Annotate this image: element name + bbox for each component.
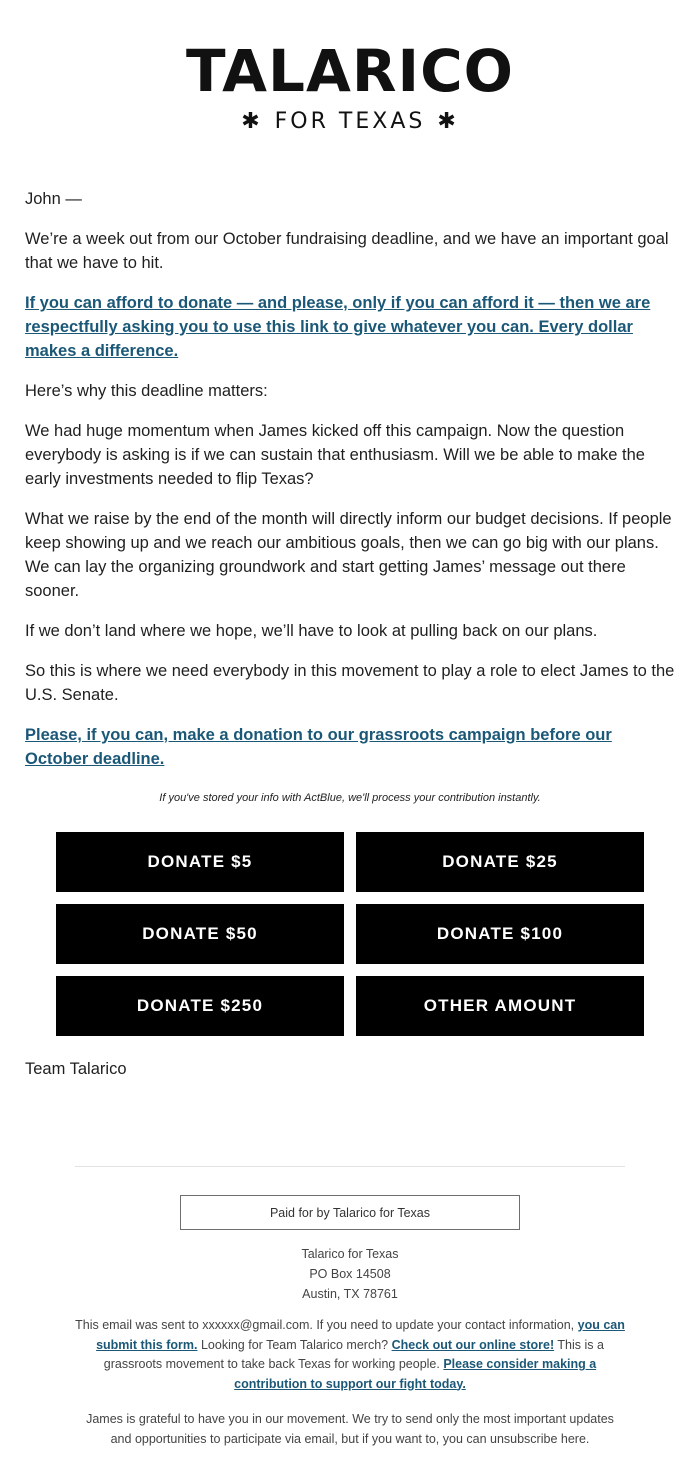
footer-text: Looking for Team Talarico merch? xyxy=(200,1337,389,1352)
donate-25-button[interactable]: DONATE $25 xyxy=(356,832,644,892)
divider xyxy=(75,1166,625,1167)
star-icon: ✱ xyxy=(241,109,263,134)
email-body xyxy=(25,187,675,787)
donate-50-button[interactable]: DONATE $50 xyxy=(56,904,344,964)
contribute-link[interactable]: Please consider making a contribution to support our fight today. xyxy=(234,1357,597,1391)
donate-link[interactable]: If you can afford to donate — and please, only if you can afford it — then we are respectfully asking you to use this link to give whatever you can. Every dollar makes a difference. xyxy=(25,294,651,360)
paragraph: If we don’t land where we hope, we’ll have to look at pulling back on our plans. xyxy=(25,622,598,640)
donate-link[interactable]: Please, if you can, make a donation to our grassroots campaign before our October deadline. xyxy=(25,726,612,768)
paragraph: We’re a week out from our October fundraising deadline, and we have an important goal that we have to hit. xyxy=(25,230,669,272)
actblue-note: If you've stored your info with ActBlue, we'll process your contribution instantly. xyxy=(159,792,541,804)
logo-title: TALARICO xyxy=(186,37,514,105)
donate-250-button[interactable]: DONATE $250 xyxy=(56,976,344,1036)
donate-5-button[interactable]: DONATE $5 xyxy=(56,832,344,892)
footer-text: This is a grassroots movement to take back Texas for working people. xyxy=(103,1337,604,1371)
mailing-address xyxy=(0,1244,700,1304)
star-icon: ✱ xyxy=(437,109,459,134)
footer-closing: James is grateful to have you in our movement. We try to send only the most important updates and opportunities to participate via email, but if you want to, you can unsubscribe here. xyxy=(86,1412,614,1446)
signoff: Team Talarico xyxy=(25,1060,127,1078)
donate-100-button[interactable]: DONATE $100 xyxy=(356,904,644,964)
donate-other-amount-button[interactable]: OTHER AMOUNT xyxy=(356,976,644,1036)
footer-info xyxy=(75,1316,625,1394)
address-line: Talarico for Texas xyxy=(301,1247,399,1261)
paragraph: What we raise by the end of the month will directly inform our budget decisions. If people keep showing up and we reach our ambitious goals, then we can go big with our plans. We can lay the organizing groundwork and start getting James’ message out there sooner. xyxy=(25,510,672,600)
address-line: PO Box 14508 xyxy=(309,1267,391,1281)
online-store-link[interactable]: Check out our online store! xyxy=(391,1337,555,1352)
footer-text: This email was sent to xxxxxx@gmail.com. If you need to update your contact information, xyxy=(75,1318,575,1332)
address-line: Austin, TX 78761 xyxy=(302,1287,398,1301)
paragraph: We had huge momentum when James kicked off this campaign. Now the question everybody is asking is if we can sustain that enthusiasm. Will we be able to make the early investments needed to flip Texas? xyxy=(25,422,645,488)
update-contact-link[interactable]: you can submit this form. xyxy=(96,1318,625,1352)
footer xyxy=(75,1316,625,1465)
logo-subtitle xyxy=(0,108,700,136)
donate-buttons xyxy=(56,832,644,1036)
logo-subtitle-text: FOR TEXAS xyxy=(274,109,426,134)
paragraph: So this is where we need everybody in this movement to play a role to elect James to the U.S. Senate. xyxy=(25,662,675,704)
greeting: John — xyxy=(25,190,82,208)
campaign-logo xyxy=(0,38,700,136)
paragraph: Here’s why this deadline matters: xyxy=(25,382,268,400)
paid-for-disclaimer: Paid for by Talarico for Texas xyxy=(180,1195,520,1230)
